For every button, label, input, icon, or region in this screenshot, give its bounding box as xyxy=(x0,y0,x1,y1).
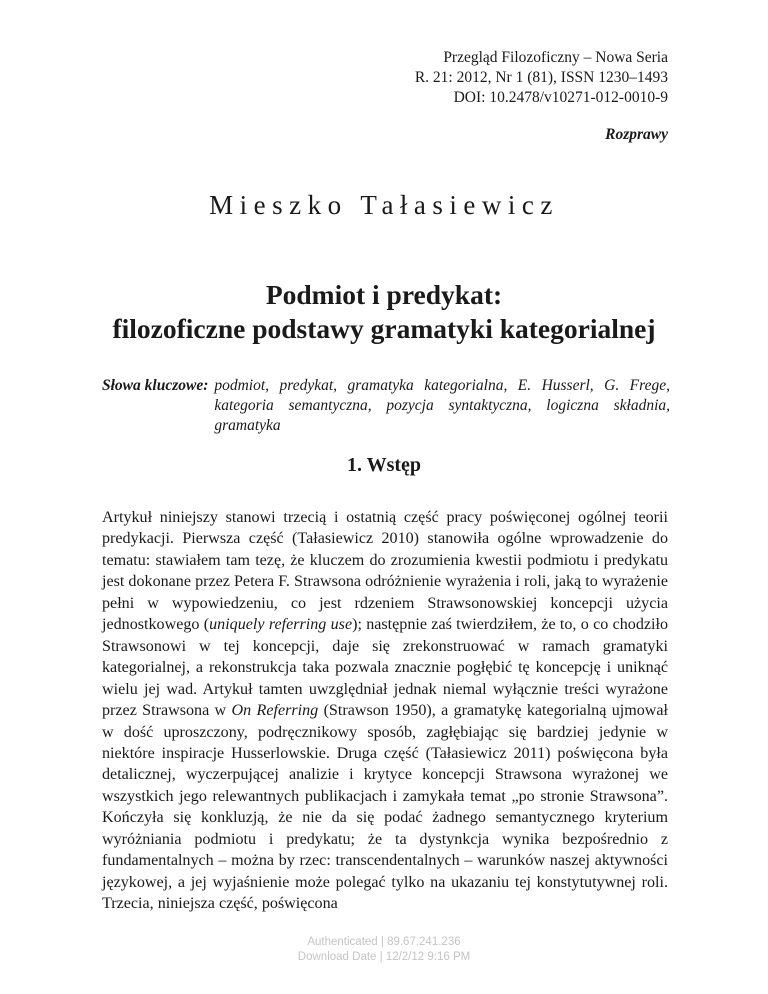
journal-issue: R. 21: 2012, Nr 1 (81), ISSN 1230–1493 xyxy=(414,69,668,86)
body-text-1: Artykuł niniejszy stanowi trzecią i ostatnią część pracy poświęconej ogólnej teorii predykacji. Pierwsza część (Tałasiewicz 2010) stanowiła ogólne wprowadzenie do tematu: stawiałem tam tezę, że kluczem do zrozumienia kwestii podmiotu i predykatu jest dokonane przez Petera F. Strawsona odróżnienie wyrażenia i roli, jaką to wyrażenie pełni w wypowiedzeniu, co jest rdzeniem Strawsonowskiej koncepcji użycia jednostkowego ( xyxy=(102,509,668,634)
body-italic-1: uniquely referring use xyxy=(209,616,353,634)
watermark-authenticated: Authenticated | 89.67.241.236 xyxy=(307,936,461,948)
journal-doi: DOI: 10.2478/v10271-012-0010-9 xyxy=(453,89,668,106)
journal-name: Przegląd Filozoficzny – Nowa Seria xyxy=(443,49,668,66)
keywords-block xyxy=(102,376,670,436)
body-italic-2: On Referring xyxy=(231,702,319,720)
watermark-download-date: Download Date | 12/2/12 9:16 PM xyxy=(297,951,471,963)
author-name: Mieszko Tałasiewicz xyxy=(209,190,559,220)
title-line-2: filozoficzne podstawy gramatyki kategorialnej xyxy=(112,313,656,344)
title-line-1: Podmiot i predykat: xyxy=(265,279,503,310)
body-paragraph xyxy=(102,507,668,915)
download-watermark xyxy=(0,935,768,965)
body-text-2: ); następnie zaś twierdziłem, że to, o co chodziło Strawsonowi w tej koncepcji, daje się zrekonstruować w ramach gramatyki kategorialnej, a rekonstrukcja taka pozwala znacznie pogłębić tę koncepcję i uniknąć wielu jej wad. Artykuł tamten uwzględniał jednak niemal wyłącznie treści wyrażone przez Strawsona w xyxy=(102,616,668,720)
section-label: Rozprawy xyxy=(605,126,668,143)
journal-info xyxy=(415,48,668,108)
section-heading: 1. Wstęp xyxy=(346,454,422,476)
body-text-3: (Strawson 1950), a gramatykę kategorialną ujmował w dość uproszczony, podręcznikowy sposób, zagłębiając się bardziej jedynie w niektóre inspiracje Husserlowskie. Druga część (Tałasiewicz 2011) poświęcona była detalicznej, wyczerpującej analizie i krytyce koncepcji Strawsona wyrażonej we wszystkich jego relewantnych publikacjach i zamykała temat „po stronie Strawsona”. Kończyła się konkluzją, że nie da się podać żadnego semantycznego kryterium wyróżniania podmiotu i predykatu; że ta dystynkcja wynika bezpośrednio z fundamentalnych – można by rzec: transcendentalnych – warunków naszej aktywności językowej, a jej wyjaśnienie może polegać tylko na ukazaniu tej konstytutywnej roli. Trzecia, niniejsza część, poświęcona xyxy=(102,702,669,913)
keywords-label: Słowa kluczowe: xyxy=(102,377,209,394)
keywords-text: podmiot, predykat, gramatyka kategorialna, E. Husserl, G. Frege, kategoria semantyczna, pozycja syntaktyczna, logiczna składnia, gramatyka xyxy=(214,377,670,434)
article-title xyxy=(0,278,768,346)
